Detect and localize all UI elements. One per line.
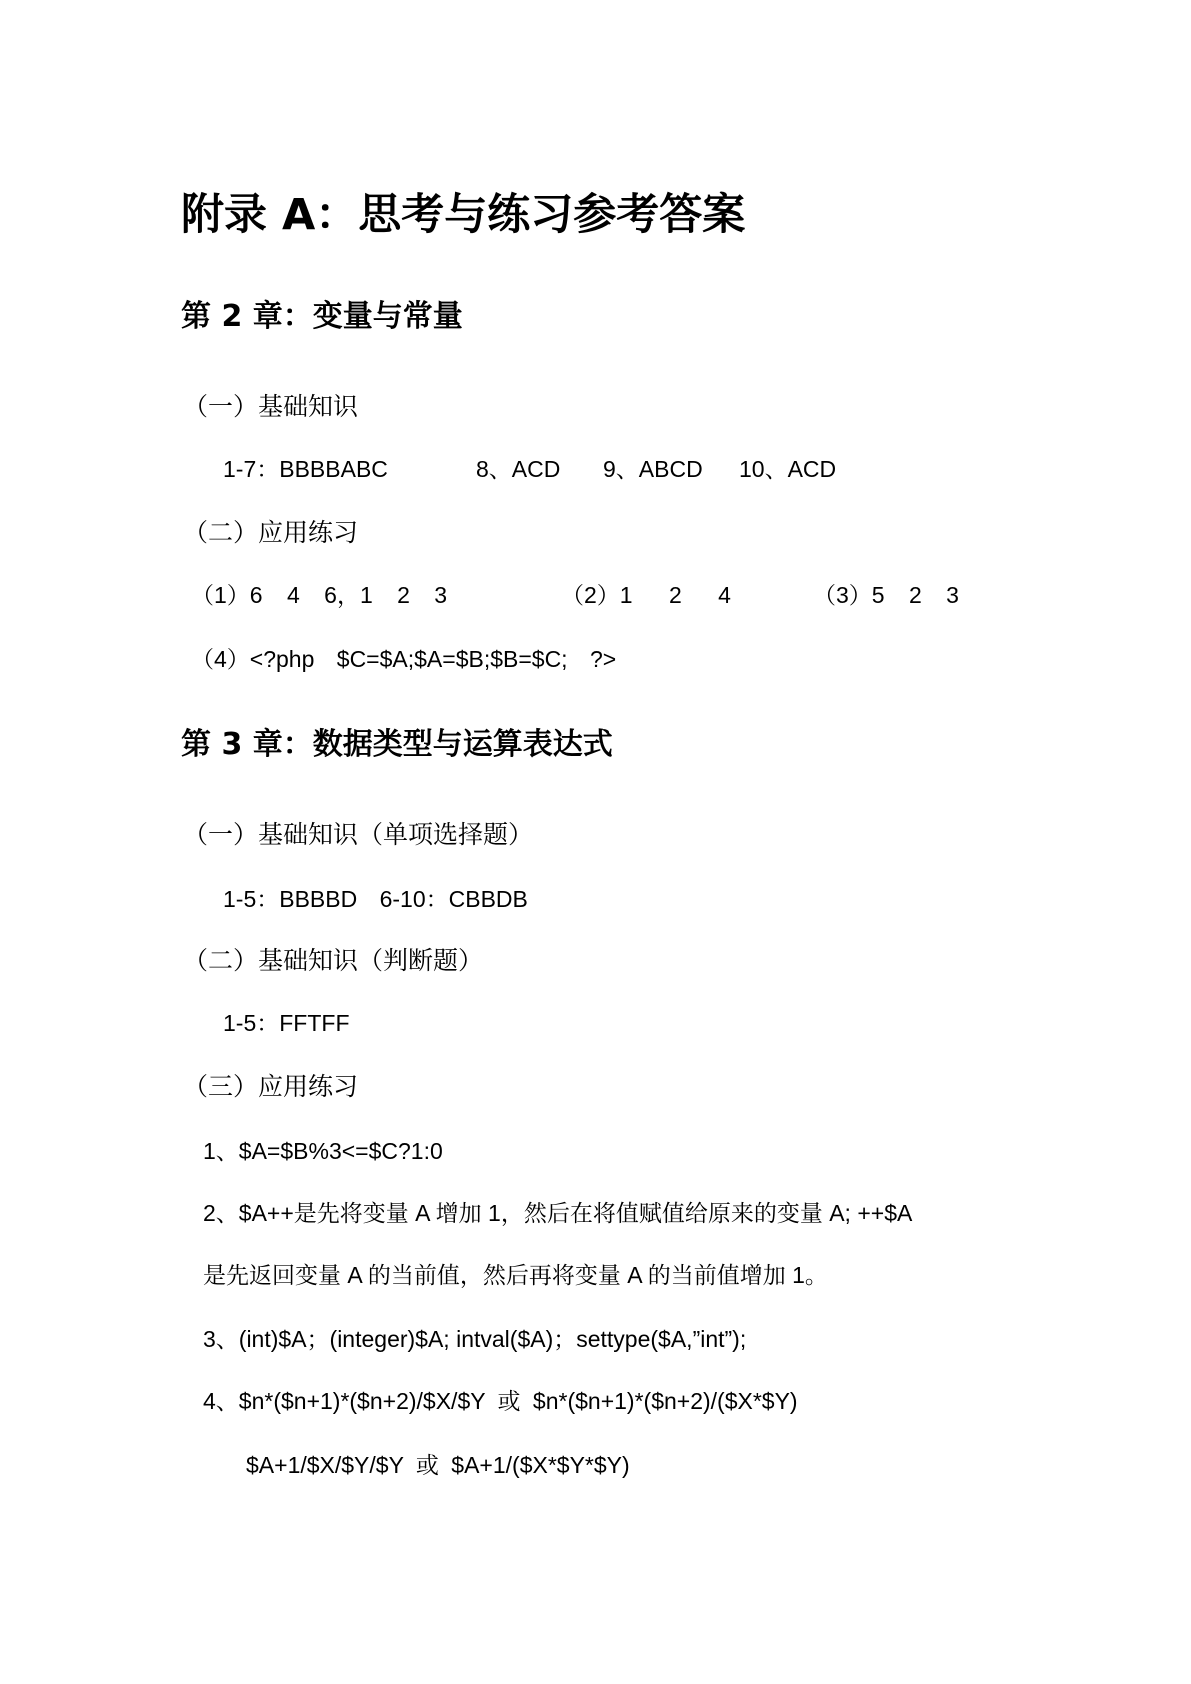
ch3-sec3-item-3: 3、(int)$A；(integer)$A; intval($A)；settype($A,”int”); (203, 1326, 747, 1352)
ch2-sec2-answer-4: （4）<?php $C=$A;$A=$B;$B=$C; ?> (191, 646, 617, 672)
ch3-sec3-item-2-line-1: 2、$A++是先将变量 A 增加 1，然后在将值赋值给原来的变量 A; ++$A (203, 1200, 913, 1226)
ch3-section-1-heading: （一）基础知识（单项选择题） (183, 820, 534, 849)
ch2-sec2-answer-2: （2）1 2 4 (561, 582, 731, 608)
chapter-3-heading: 第 3 章：数据类型与运算表达式 (181, 727, 613, 762)
ch2-sec1-answer-8: 8、ACD (476, 456, 561, 482)
ch3-sec1-answer: 1-5：BBBBD 6-10：CBBDB (223, 886, 528, 912)
ch2-sec2-answer-1: （1）6 4 6，1 2 3 (191, 582, 448, 608)
ch2-sec1-answer-1-7: 1-7：BBBBABC (223, 456, 388, 482)
ch3-sec3-item-4-line-2: $A+1/$X/$Y/$Y 或 $A+1/($X*$Y*$Y) (246, 1452, 630, 1478)
ch2-section-2-heading: （二）应用练习 (183, 518, 359, 547)
chapter-2-heading: 第 2 章：变量与常量 (181, 299, 463, 334)
ch2-sec1-answer-9: 9、ABCD (603, 456, 703, 482)
ch3-sec3-item-1: 1、$A=$B%3<=$C?1:0 (203, 1138, 443, 1164)
page-title: 附录 A：思考与练习参考答案 (181, 190, 746, 240)
ch2-sec1-answer-10: 10、ACD (739, 456, 837, 482)
ch3-section-3-heading: （三）应用练习 (183, 1072, 359, 1101)
ch2-sec2-answer-3: （3）5 2 3 (813, 582, 959, 608)
ch3-sec3-item-2-line-2: 是先返回变量 A 的当前值，然后再将变量 A 的当前值增加 1。 (203, 1262, 828, 1288)
ch3-section-2-heading: （二）基础知识（判断题） (183, 946, 484, 975)
ch2-section-1-heading: （一）基础知识 (183, 392, 359, 421)
ch3-sec3-item-4-line-1: 4、$n*($n+1)*($n+2)/$X/$Y 或 $n*($n+1)*($n+2)/($X*$Y) (203, 1388, 798, 1414)
ch3-sec2-answer: 1-5：FFTFF (223, 1010, 350, 1036)
